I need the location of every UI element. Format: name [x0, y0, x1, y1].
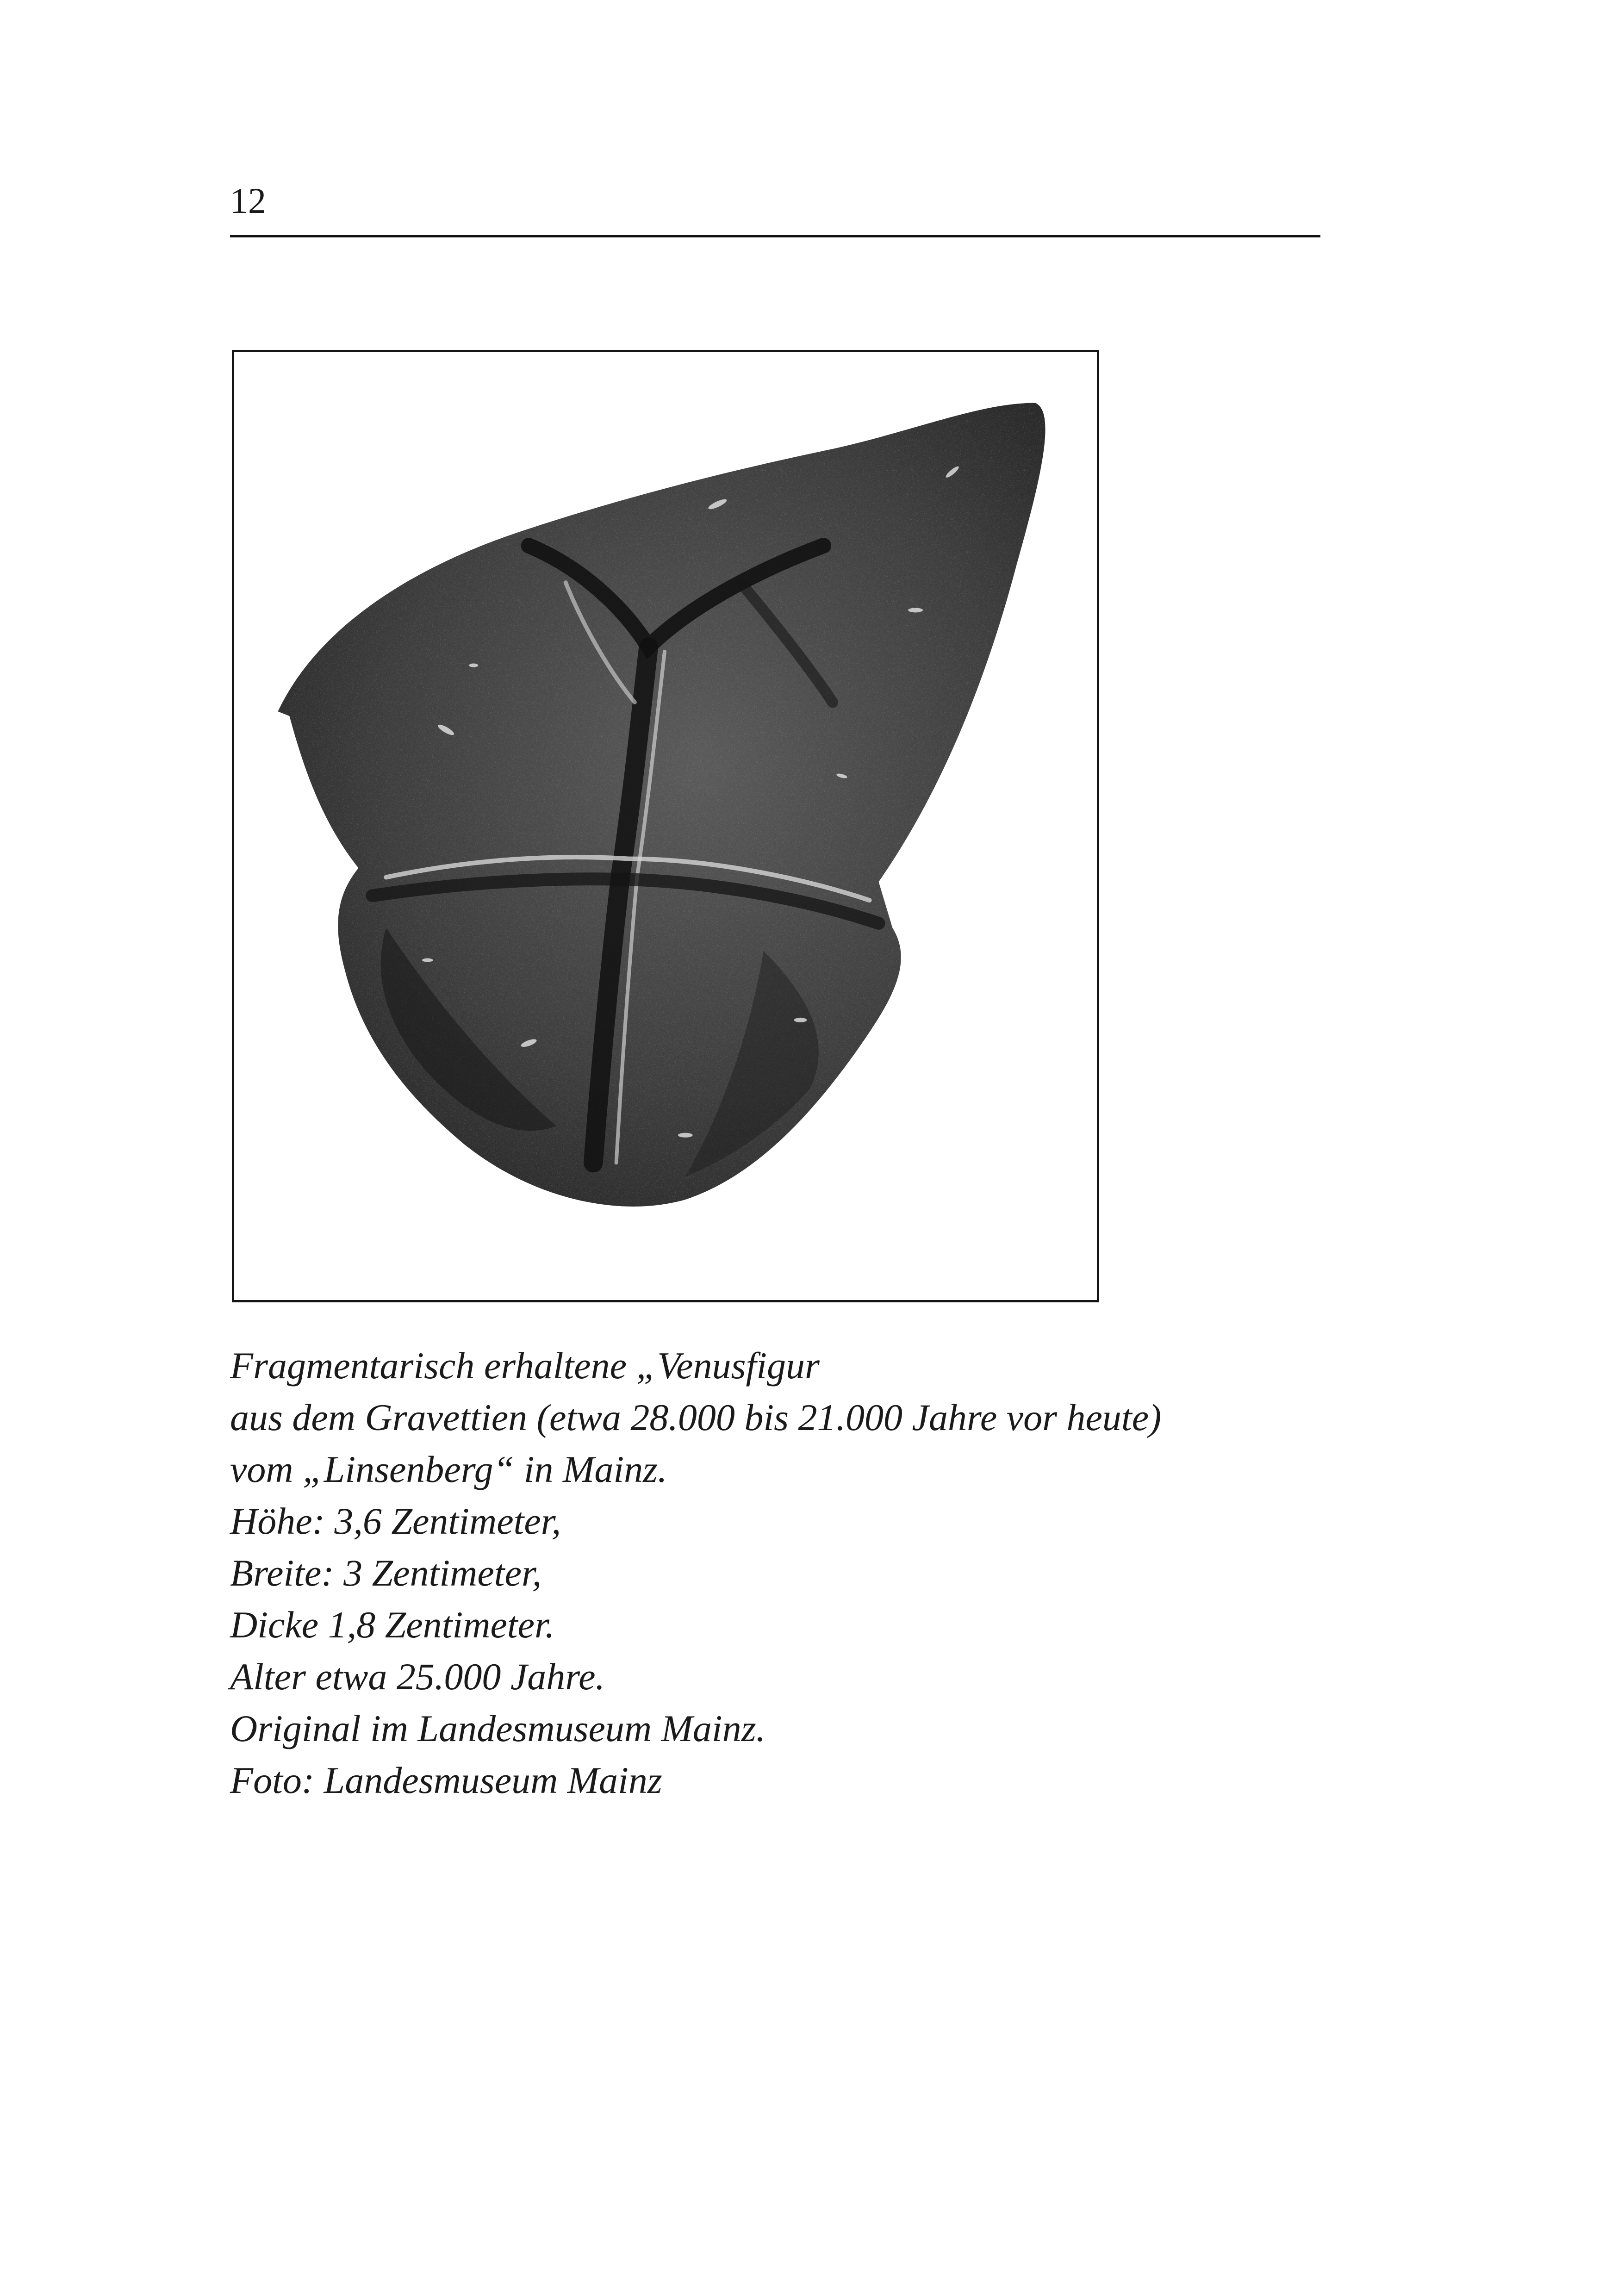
- caption-line: Dicke 1,8 Zentimeter.: [230, 1604, 555, 1646]
- figure-frame: [232, 350, 1099, 1302]
- caption-line: Höhe: 3,6 Zentimeter,: [230, 1500, 561, 1542]
- page-number: 12: [230, 180, 266, 221]
- caption-line: Foto: Landesmuseum Mainz: [230, 1759, 662, 1801]
- caption-line: Original im Landesmuseum Mainz.: [230, 1707, 766, 1749]
- caption-line: vom „Linsenberg“ in Mainz.: [230, 1448, 667, 1490]
- caption-line: Fragmentarisch erhaltene „Venusfigur: [230, 1344, 820, 1387]
- caption-line: Alter etwa 25.000 Jahre.: [230, 1655, 605, 1698]
- header-rule: [230, 235, 1320, 237]
- caption-line: Breite: 3 Zentimeter,: [230, 1552, 542, 1594]
- figurine-photo: [234, 352, 1097, 1300]
- caption-line: aus dem Gravettien (etwa 28.000 bis 21.000 Jahre vor heute): [230, 1396, 1162, 1438]
- figure-caption: [230, 1340, 1341, 1806]
